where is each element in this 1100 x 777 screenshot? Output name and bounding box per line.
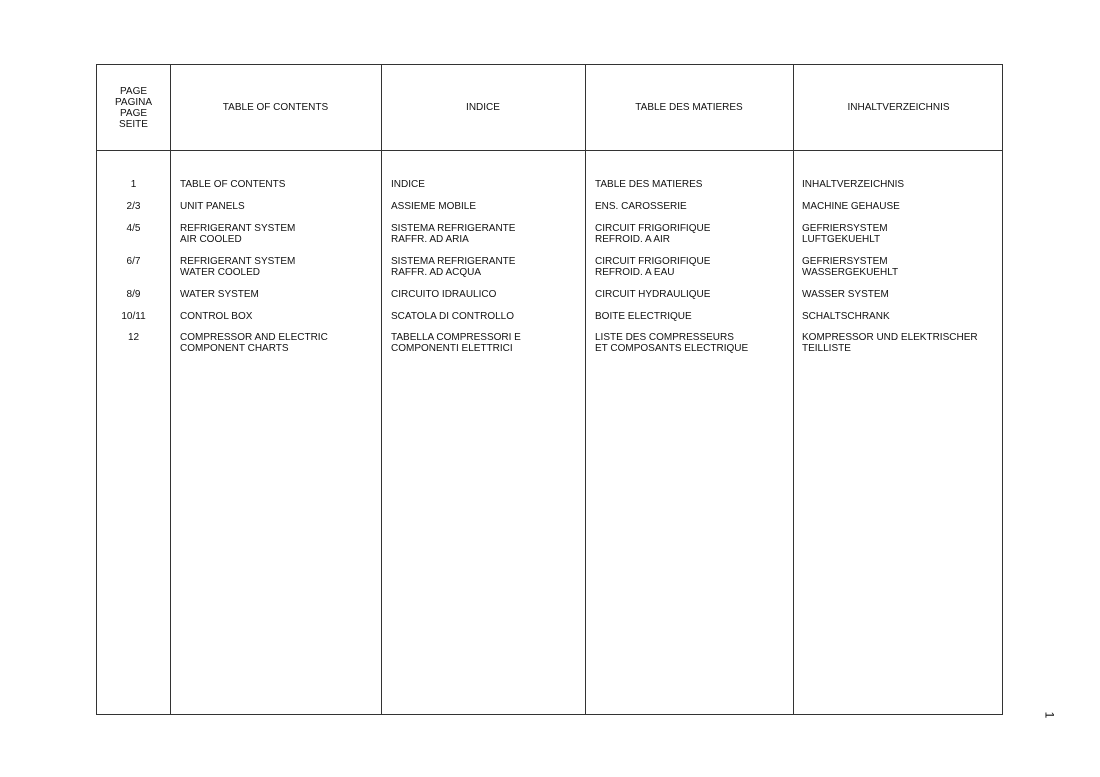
row-page-number: 12 bbox=[127, 332, 140, 343]
row-german: INHALTVERZEICHNIS bbox=[802, 179, 905, 190]
row-english: CONTROL BOX bbox=[180, 311, 253, 322]
row-french: TABLE DES MATIERES bbox=[595, 179, 703, 190]
column-divider bbox=[170, 65, 171, 714]
row-page-number: 4/5 bbox=[126, 223, 141, 234]
row-german: KOMPRESSOR UND ELEKTRISCHER TEILLISTE bbox=[802, 332, 978, 354]
row-page-number: 1 bbox=[130, 179, 137, 190]
column-divider bbox=[585, 65, 586, 714]
row-french: CIRCUIT FRIGORIFIQUE REFROID. A AIR bbox=[595, 223, 711, 245]
row-page-number: 8/9 bbox=[126, 289, 141, 300]
header-page-line: PAGE bbox=[119, 85, 148, 97]
row-german: SCHALTSCHRANK bbox=[802, 311, 890, 322]
row-english: TABLE OF CONTENTS bbox=[180, 179, 286, 190]
row-italian: TABELLA COMPRESSORI E COMPONENTI ELETTRICI bbox=[391, 332, 521, 354]
header-english: TABLE OF CONTENTS bbox=[222, 102, 329, 113]
row-german: GEFRIERSYSTEM LUFTGEKUEHLT bbox=[802, 223, 888, 245]
header-page bbox=[97, 65, 170, 150]
row-italian: SISTEMA REFRIGERANTE RAFFR. AD ACQUA bbox=[391, 256, 516, 278]
row-english: UNIT PANELS bbox=[180, 201, 245, 212]
row-french: CIRCUIT FRIGORIFIQUE REFROID. A EAU bbox=[595, 256, 711, 278]
column-divider bbox=[793, 65, 794, 714]
row-english: REFRIGERANT SYSTEM AIR COOLED bbox=[180, 223, 296, 245]
row-english: WATER SYSTEM bbox=[180, 289, 259, 300]
row-english: COMPRESSOR AND ELECTRIC COMPONENT CHARTS bbox=[180, 332, 328, 354]
sheet-number: 1 bbox=[1042, 711, 1057, 719]
header-italian: INDICE bbox=[466, 102, 500, 113]
header-page-line: PAGINA bbox=[114, 96, 153, 108]
header-page-line: PAGE bbox=[119, 107, 148, 119]
row-italian: INDICE bbox=[391, 179, 425, 190]
row-german: WASSER SYSTEM bbox=[802, 289, 889, 300]
row-page-number: 6/7 bbox=[126, 256, 141, 267]
column-divider bbox=[381, 65, 382, 714]
row-italian: ASSIEME MOBILE bbox=[391, 201, 477, 212]
row-page-number: 10/11 bbox=[121, 311, 146, 322]
row-french: CIRCUIT HYDRAULIQUE bbox=[595, 289, 711, 300]
row-italian: SCATOLA DI CONTROLLO bbox=[391, 311, 514, 322]
table-of-contents bbox=[96, 64, 1003, 715]
row-german: GEFRIERSYSTEM WASSERGEKUEHLT bbox=[802, 256, 899, 278]
row-page-number: 2/3 bbox=[126, 201, 141, 212]
header-french: TABLE DES MATIERES bbox=[635, 102, 743, 113]
row-italian: CIRCUITO IDRAULICO bbox=[391, 289, 497, 300]
row-english: REFRIGERANT SYSTEM WATER COOLED bbox=[180, 256, 296, 278]
header-divider bbox=[97, 150, 1002, 151]
header-page-line: SEITE bbox=[119, 118, 148, 130]
row-italian: SISTEMA REFRIGERANTE RAFFR. AD ARIA bbox=[391, 223, 516, 245]
row-french: ENS. CAROSSERIE bbox=[595, 201, 687, 212]
header-german: INHALTVERZEICHNIS bbox=[847, 102, 950, 113]
row-german: MACHINE GEHAUSE bbox=[802, 201, 900, 212]
row-french: BOITE ELECTRIQUE bbox=[595, 311, 692, 322]
row-french: LISTE DES COMPRESSEURS ET COMPOSANTS ELECTRIQUE bbox=[595, 332, 749, 354]
